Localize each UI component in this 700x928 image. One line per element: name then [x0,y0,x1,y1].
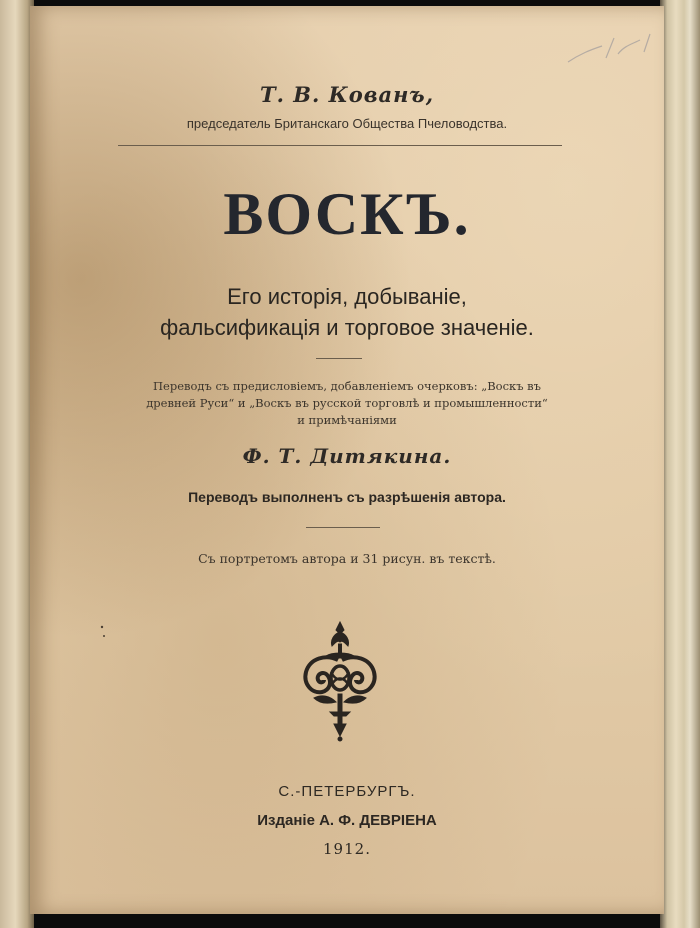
top-divider [118,145,562,146]
pencil-mark-icon [560,24,660,84]
subtitle-line-2: фальсификація и торговое значеніе. [160,315,534,340]
permission-note: Переводъ выполненъ съ разрѣшенія автора. [188,489,506,505]
translation-note-line-2: древней Руси“ и „Воскъ въ русской торговлѣ и промышленности“ [146,396,548,410]
title-page [30,6,664,914]
title-page-content [30,6,664,914]
publication-city: С.-ПЕТЕРБУРГЪ. [278,783,416,800]
divider-short [316,358,362,359]
divider-short [306,527,380,528]
book-binding-edge [0,0,34,928]
ink-specks [98,624,108,644]
translator-name: Ф. Т. Дитякина. [242,444,452,468]
floral-ornament-icon [300,620,380,742]
subtitle-line-1: Его исторія, добываніе, [227,284,467,309]
publication-year: 1912. [323,840,371,858]
publisher: Изданіе А. Ф. ДЕВРІЕНА [257,812,437,829]
translation-note-line-3: и примѣчаніями [297,413,397,427]
translation-note-line-1: Переводъ съ предисловіемъ, добавленіемъ очерковъ: „Воскъ въ [153,379,541,393]
portrait-note: Съ портретомъ автора и 31 рисун. въ текстѣ. [198,551,496,566]
translation-note [30,378,664,429]
book-title: ВОСКЪ. [223,181,471,247]
author-name: Т. В. Кованъ, [259,82,435,107]
author-title: председатель Британскаго Общества Пчеловодства. [186,116,508,131]
page-edges [660,0,700,928]
